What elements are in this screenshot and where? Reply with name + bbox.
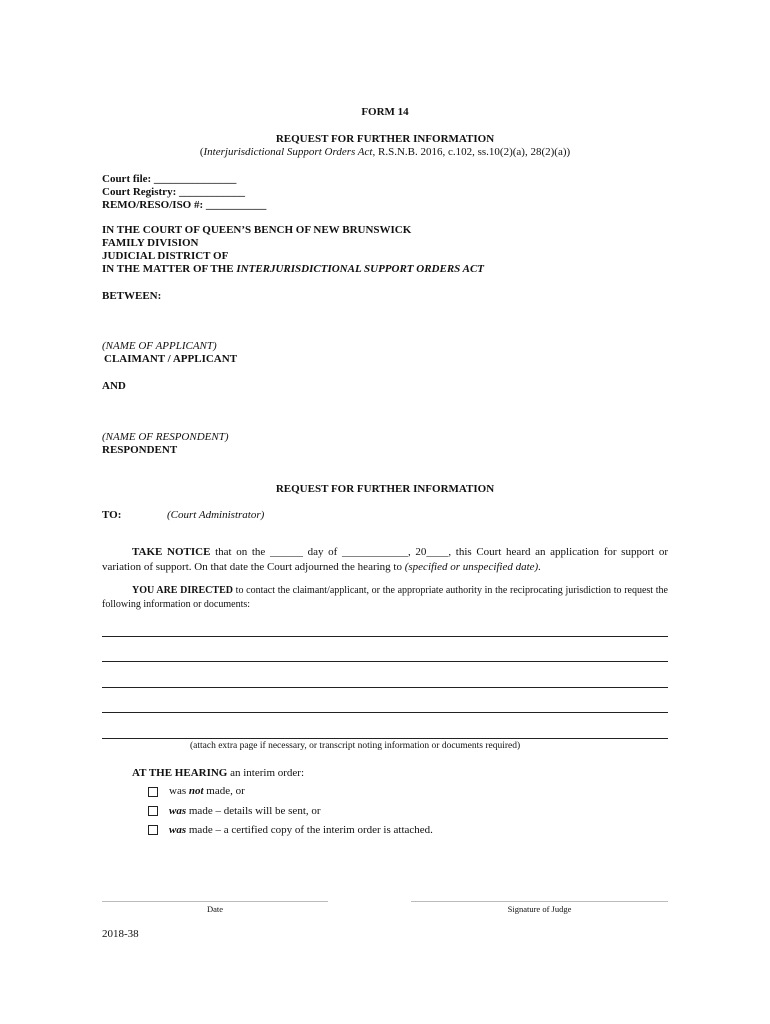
take-notice-text: that on the ______ day of ____________, 20____, this Court heard an application for support or variation of support. On that date the Court adjourned the hearing to <box>102 546 668 573</box>
take-notice-label: TAKE NOTICE <box>132 546 211 558</box>
form-title: REQUEST FOR FURTHER INFORMATION <box>275 133 495 145</box>
citation-rest: , R.S.N.B. 2016, c.102, ss.10(2)(a), 28(2)(a)) <box>372 146 571 158</box>
act-name: Interjurisdictional Support Orders Act <box>203 146 373 158</box>
option-prefix: was <box>169 785 189 797</box>
directed-label: YOU ARE DIRECTED <box>132 585 233 596</box>
option-copy-attached-label <box>169 824 433 836</box>
option-suffix: made – details will be sent, or <box>186 805 321 817</box>
to-label: TO: <box>102 509 122 521</box>
option-emphasis: was <box>169 805 187 817</box>
judicial-district: JUDICIAL DISTRICT OF <box>102 250 229 262</box>
date-signature-line[interactable] <box>102 901 328 902</box>
hearing-line <box>132 767 304 779</box>
request-heading: REQUEST FOR FURTHER INFORMATION <box>275 483 495 495</box>
form-code: 2018-38 <box>102 928 139 940</box>
remo-field[interactable]: REMO/RESO/ISO #: ___________ <box>102 199 267 211</box>
option-emphasis: was <box>169 824 187 836</box>
option-not-made-checkbox[interactable] <box>148 787 158 797</box>
attach-note: (attach extra page if necessary, or transcript noting information or documents required) <box>190 741 521 751</box>
court-name: IN THE COURT OF QUEEN’S BENCH OF NEW BRUNSWICK <box>102 224 412 236</box>
and-label: AND <box>102 380 126 392</box>
hearing-label: AT THE HEARING <box>132 767 228 779</box>
respondent-role: RESPONDENT <box>102 444 178 456</box>
date-label: Date <box>206 904 224 914</box>
matter-act: INTERJURISDICTIONAL SUPPORT ORDERS ACT <box>236 263 485 275</box>
judge-signature-line[interactable] <box>411 901 668 902</box>
court-file-field[interactable]: Court file: _______________ <box>102 173 237 185</box>
applicant-name-placeholder: (NAME OF APPLICANT) <box>102 340 217 352</box>
citation-open: ( <box>199 146 204 158</box>
matter-prefix: IN THE MATTER OF THE <box>102 263 237 275</box>
act-citation <box>0 146 770 158</box>
option-copy-attached-checkbox[interactable] <box>148 825 158 835</box>
matter-line <box>102 263 484 275</box>
option-not-made-label <box>169 785 245 797</box>
court-registry-field[interactable]: Court Registry: ____________ <box>102 186 245 198</box>
judge-signature-label: Signature of Judge <box>507 904 572 914</box>
to-recipient: (Court Administrator) <box>167 509 265 521</box>
option-suffix: made, or <box>203 785 245 797</box>
applicant-role: CLAIMANT / APPLICANT <box>104 353 238 365</box>
option-details-sent-checkbox[interactable] <box>148 806 158 816</box>
information-line[interactable] <box>102 636 668 637</box>
form-number: FORM 14 <box>361 106 409 118</box>
option-emphasis: not <box>188 785 204 797</box>
option-details-sent-label <box>169 805 321 817</box>
hearing-date-placeholder: (specified or unspecified date). <box>404 561 541 573</box>
take-notice-paragraph <box>102 545 668 575</box>
between-label: BETWEEN: <box>102 290 162 302</box>
court-division: FAMILY DIVISION <box>102 237 199 249</box>
information-line[interactable] <box>102 661 668 662</box>
directed-text: to contact the claimant/applicant, or the appropriate authority in the reciprocating jurisdiction to request the following information or documents: <box>102 585 668 610</box>
respondent-name-placeholder: (NAME OF RESPONDENT) <box>102 431 229 443</box>
information-line[interactable] <box>102 738 668 739</box>
directed-paragraph <box>102 584 668 612</box>
hearing-text: an interim order: <box>227 767 305 779</box>
information-line[interactable] <box>102 687 668 688</box>
information-line[interactable] <box>102 712 668 713</box>
option-suffix: made – a certified copy of the interim order is attached. <box>186 824 433 836</box>
